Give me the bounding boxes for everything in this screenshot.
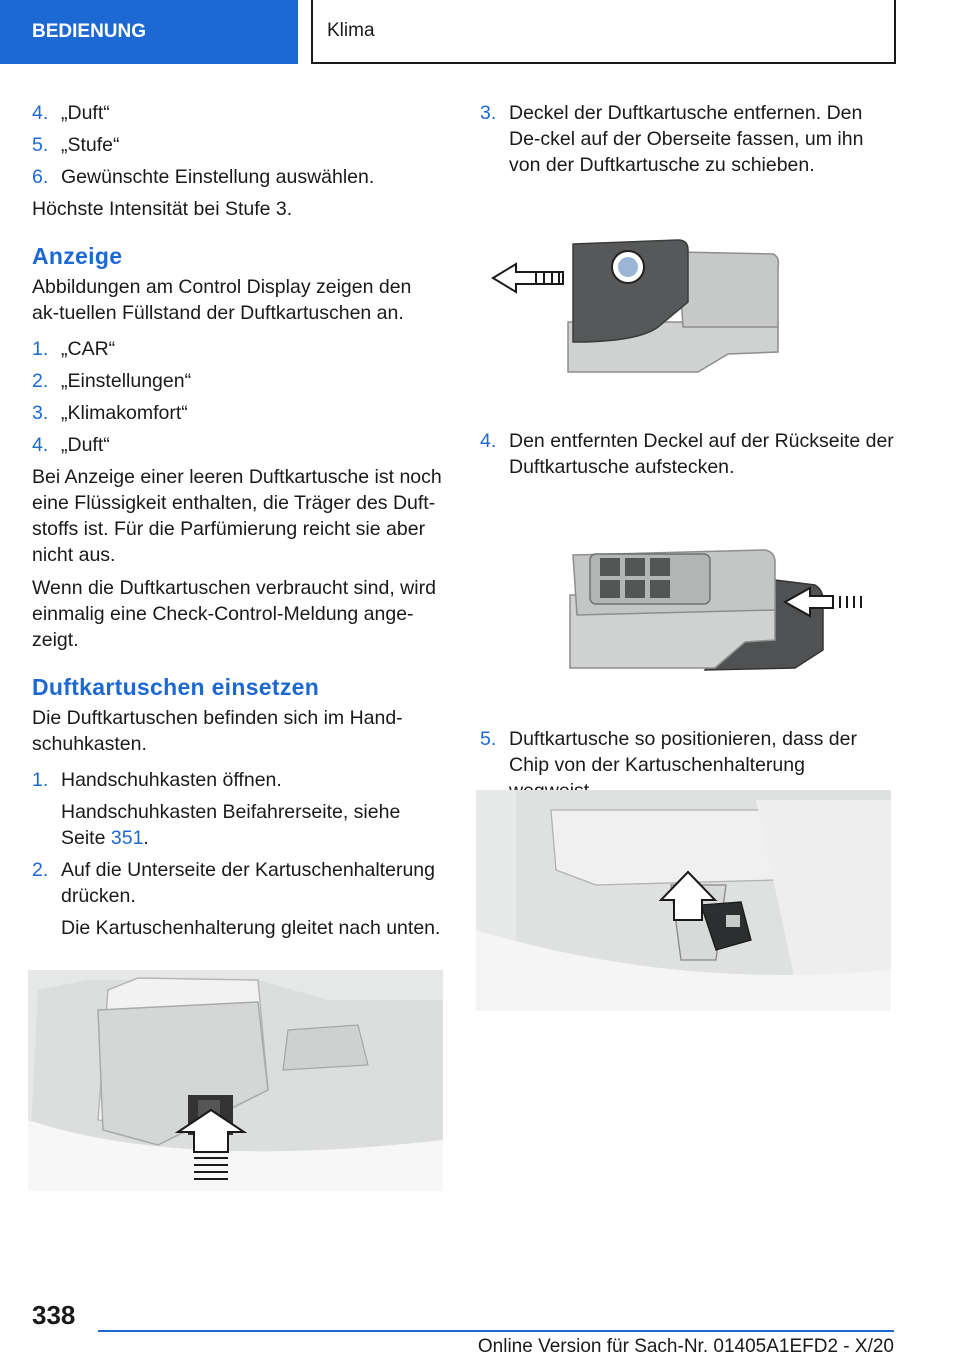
step-number: 4. [32,102,49,124]
footer-online-version: Online Version für Sach-Nr. 01405A1EFD2 - X/20 [477,1336,894,1357]
step-text: Handschuhkasten öffnen. [61,769,282,791]
attach-cover-figure [565,540,865,675]
step-text: Deckel der Duftkartusche entfernen. Den De-ckel auf der Oberseite fassen, um ihn von der Duftkartusche zu schieben. [509,102,864,176]
step-number: 4. [480,430,497,452]
insert-heading: Duftkartuschen einsetzen [32,674,320,700]
page-link[interactable]: 351 [110,827,144,849]
used-cartridge-note: Wenn die Duftkartuschen verbraucht sind, wird einmalig eine Check-Control-Meldung ange-zeigt. [32,577,436,651]
footer-divider [98,1330,894,1332]
step-number: 2. [32,859,49,881]
list-item [32,432,442,458]
right-column [480,100,894,184]
remove-cover-figure [488,232,788,382]
list-item [32,100,442,126]
step-number: 2. [32,370,49,392]
right-column-step4 [480,428,894,486]
cartridge-cover-illustration [488,232,788,382]
step-text: Den entfernten Deckel auf der Rückseite der Duftkartusche aufstecken. [509,430,894,478]
step-text: „Einstellungen“ [61,370,192,392]
glovebox-holder-figure [28,970,443,1191]
step-number: 5. [480,728,497,750]
reference-end: . [143,827,149,849]
list-item [480,100,894,178]
list-item [32,400,442,426]
step-text: „Stufe“ [61,134,120,156]
page-number: 338 [32,1300,76,1330]
reference-text: Handschuhkasten Beifahrerseite, siehe Seite [61,801,401,849]
anzeige-heading: Anzeige [32,243,123,269]
intensity-note: Höchste Intensität bei Stufe 3. [32,198,293,220]
list-item [480,428,894,480]
list-item [32,164,442,190]
list-item [32,857,442,909]
step-number: 6. [32,166,49,188]
cartridge-position-illustration [476,790,891,1011]
list-item [32,336,442,362]
step-text: „Duft“ [61,102,110,124]
left-column [32,100,442,947]
section-tab [0,0,298,64]
step-text: Gewünschte Einstellung auswählen. [61,166,375,188]
cartridge-back-illustration [565,540,865,675]
list-item [32,368,442,394]
step-number: 3. [480,102,497,124]
step-number: 3. [32,402,49,424]
step-text: „CAR“ [61,338,116,360]
anzeige-text: Abbildungen am Control Display zeigen den ak-tuellen Füllstand der Duftkartuschen an. [32,276,412,324]
chapter-header [311,0,896,64]
insert-text: Die Duftkartuschen befinden sich im Hand-schuhkasten. [32,707,403,755]
list-item [32,132,442,158]
chapter-title: Klima [327,20,375,41]
step-subtext [32,799,442,851]
section-title: BEDIENUNG [32,21,147,42]
empty-cartridge-note: Bei Anzeige einer leeren Duftkartusche ist noch eine Flüssigkeit enthalten, die Träger des Duft-stoffs ist. Für die Parfümierung reicht sie aber nicht aus. [32,466,442,566]
position-cartridge-figure [476,790,891,1011]
step-number: 4. [32,434,49,456]
step-subtext: Die Kartuschenhalterung gleitet nach unten. [61,917,441,939]
step-text: „Duft“ [61,434,110,456]
glovebox-holder-illustration [28,970,443,1191]
step-number: 1. [32,769,49,791]
step-text: Duftkartusche so positionieren, dass der Chip von der Kartuschenhalterung [509,728,857,776]
step-number: 5. [32,134,49,156]
list-item [32,767,442,793]
step-text: „Klimakomfort“ [61,402,188,424]
step-text: Auf die Unterseite der Kartuschenhalterung drücken. [61,859,435,907]
step-number: 1. [32,338,49,360]
